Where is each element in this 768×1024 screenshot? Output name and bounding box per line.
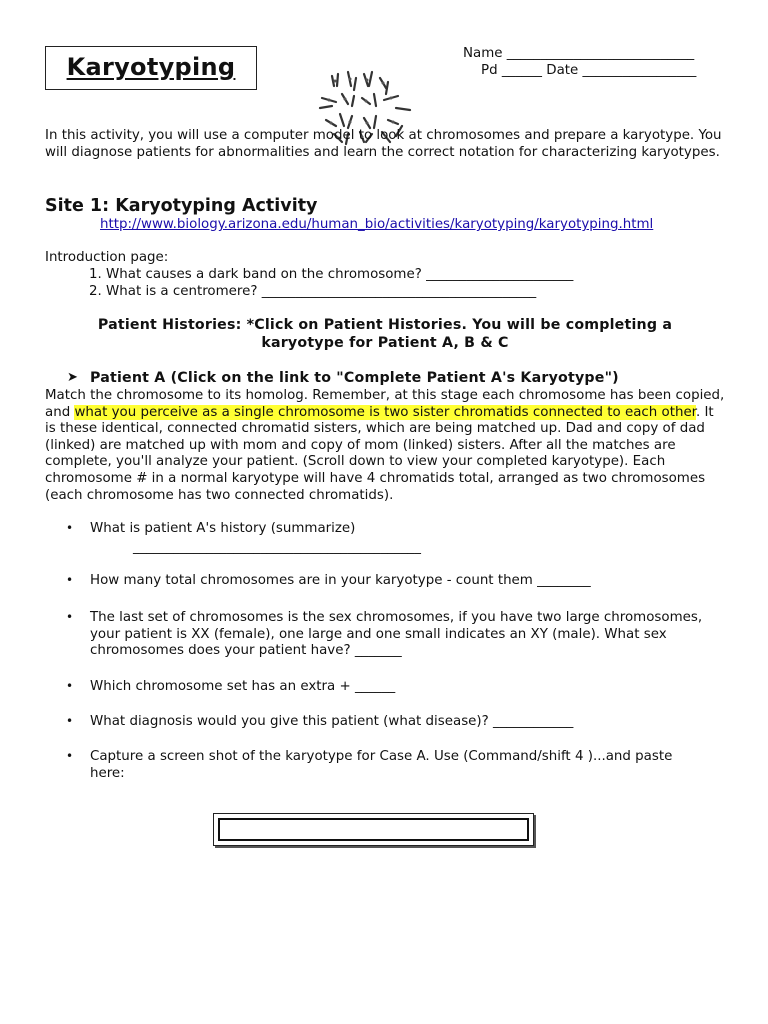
question-history: What is patient A's history (summarize) [90,521,356,536]
bullet-icon: • [66,714,74,728]
patient-histories-instructions [45,317,725,352]
patient-a-paragraph [45,388,725,504]
question-screenshot: Capture a screen shot of the karyotype for Case A. Use (Command/shift 4 )...and paste here: [90,749,673,781]
name-field-line: Name ____________________________ [463,46,695,61]
question-diagnosis: What diagnosis would you give this patient (what disease)? ____________ [90,714,574,729]
bullet-icon: • [66,679,74,693]
patient-a-para-start: Match the chromosome to its homolog. Remember, at this stage each chromosome has been copied, and [45,388,725,420]
bullet-icon: • [66,610,74,624]
intro-question-2: 2. What is a centromere? _________________________________________ [89,284,537,299]
document-title: Karyotyping [66,53,236,81]
history-answer-line: ___________________________________________ [133,540,421,555]
title-box [45,46,257,90]
paste-box-inner-frame [218,818,529,841]
intro-paragraph: In this activity, you will use a computer model to look at chromosomes and prepare a karyotype. You will diagnose patients for abnormalities and learn the correct notation for characterizing karyotypes. [45,128,722,160]
highlighted-text: what you perceive as a single chromosome is two sister chromatids connected to each other [74,404,696,420]
patient-histories-line-2: karyotype for Patient A, B & C [261,334,509,351]
site1-link[interactable]: http://www.biology.arizona.edu/human_bio/activities/karyotyping/karyotyping.html [100,217,654,232]
site1-heading: Site 1: Karyotyping Activity [45,196,318,216]
question-sex-chromosomes: The last set of chromosomes is the sex chromosomes, if you have two large chromosomes, your patient is XX (female), one large and one small indicates an XY (male). What sex chromosomes does your patient have? _______ [90,610,703,659]
bullet-icon: • [66,749,74,763]
patient-a-para-end: . It is these identical, connected chromatid sisters, which are being matched up. Dad and copy of dad (linked) are matched up with mom and copy of mom (linked) sisters. After all the matches are complete, you'll analyze your patient. (Scroll down to view your completed karyotype). Each chromosome # in a normal karyotype will have 4 chromatids total, arranged as two chromosomes (each chromosome has two connected chromatids). [45,404,714,503]
question-chromosome-count: How many total chromosomes are in your karyotype - count them ________ [90,573,591,588]
patient-a-heading: Patient A (Click on the link to "Complete Patient A's Karyotype") [90,370,619,386]
bullet-icon: • [66,521,74,535]
arrow-bullet-icon: ➤ [67,370,78,385]
pd-date-field-line: Pd ______ Date _________________ [481,63,697,78]
screenshot-paste-box[interactable] [213,813,534,846]
question-extra-set: Which chromosome set has an extra + ______ [90,679,396,694]
bullet-icon: • [66,573,74,587]
patient-histories-line-1: Patient Histories: *Click on Patient Histories. You will be completing a [97,317,673,333]
intro-question-1: 1. What causes a dark band on the chromosome? ______________________ [89,267,574,282]
intro-page-label: Introduction page: [45,250,169,265]
